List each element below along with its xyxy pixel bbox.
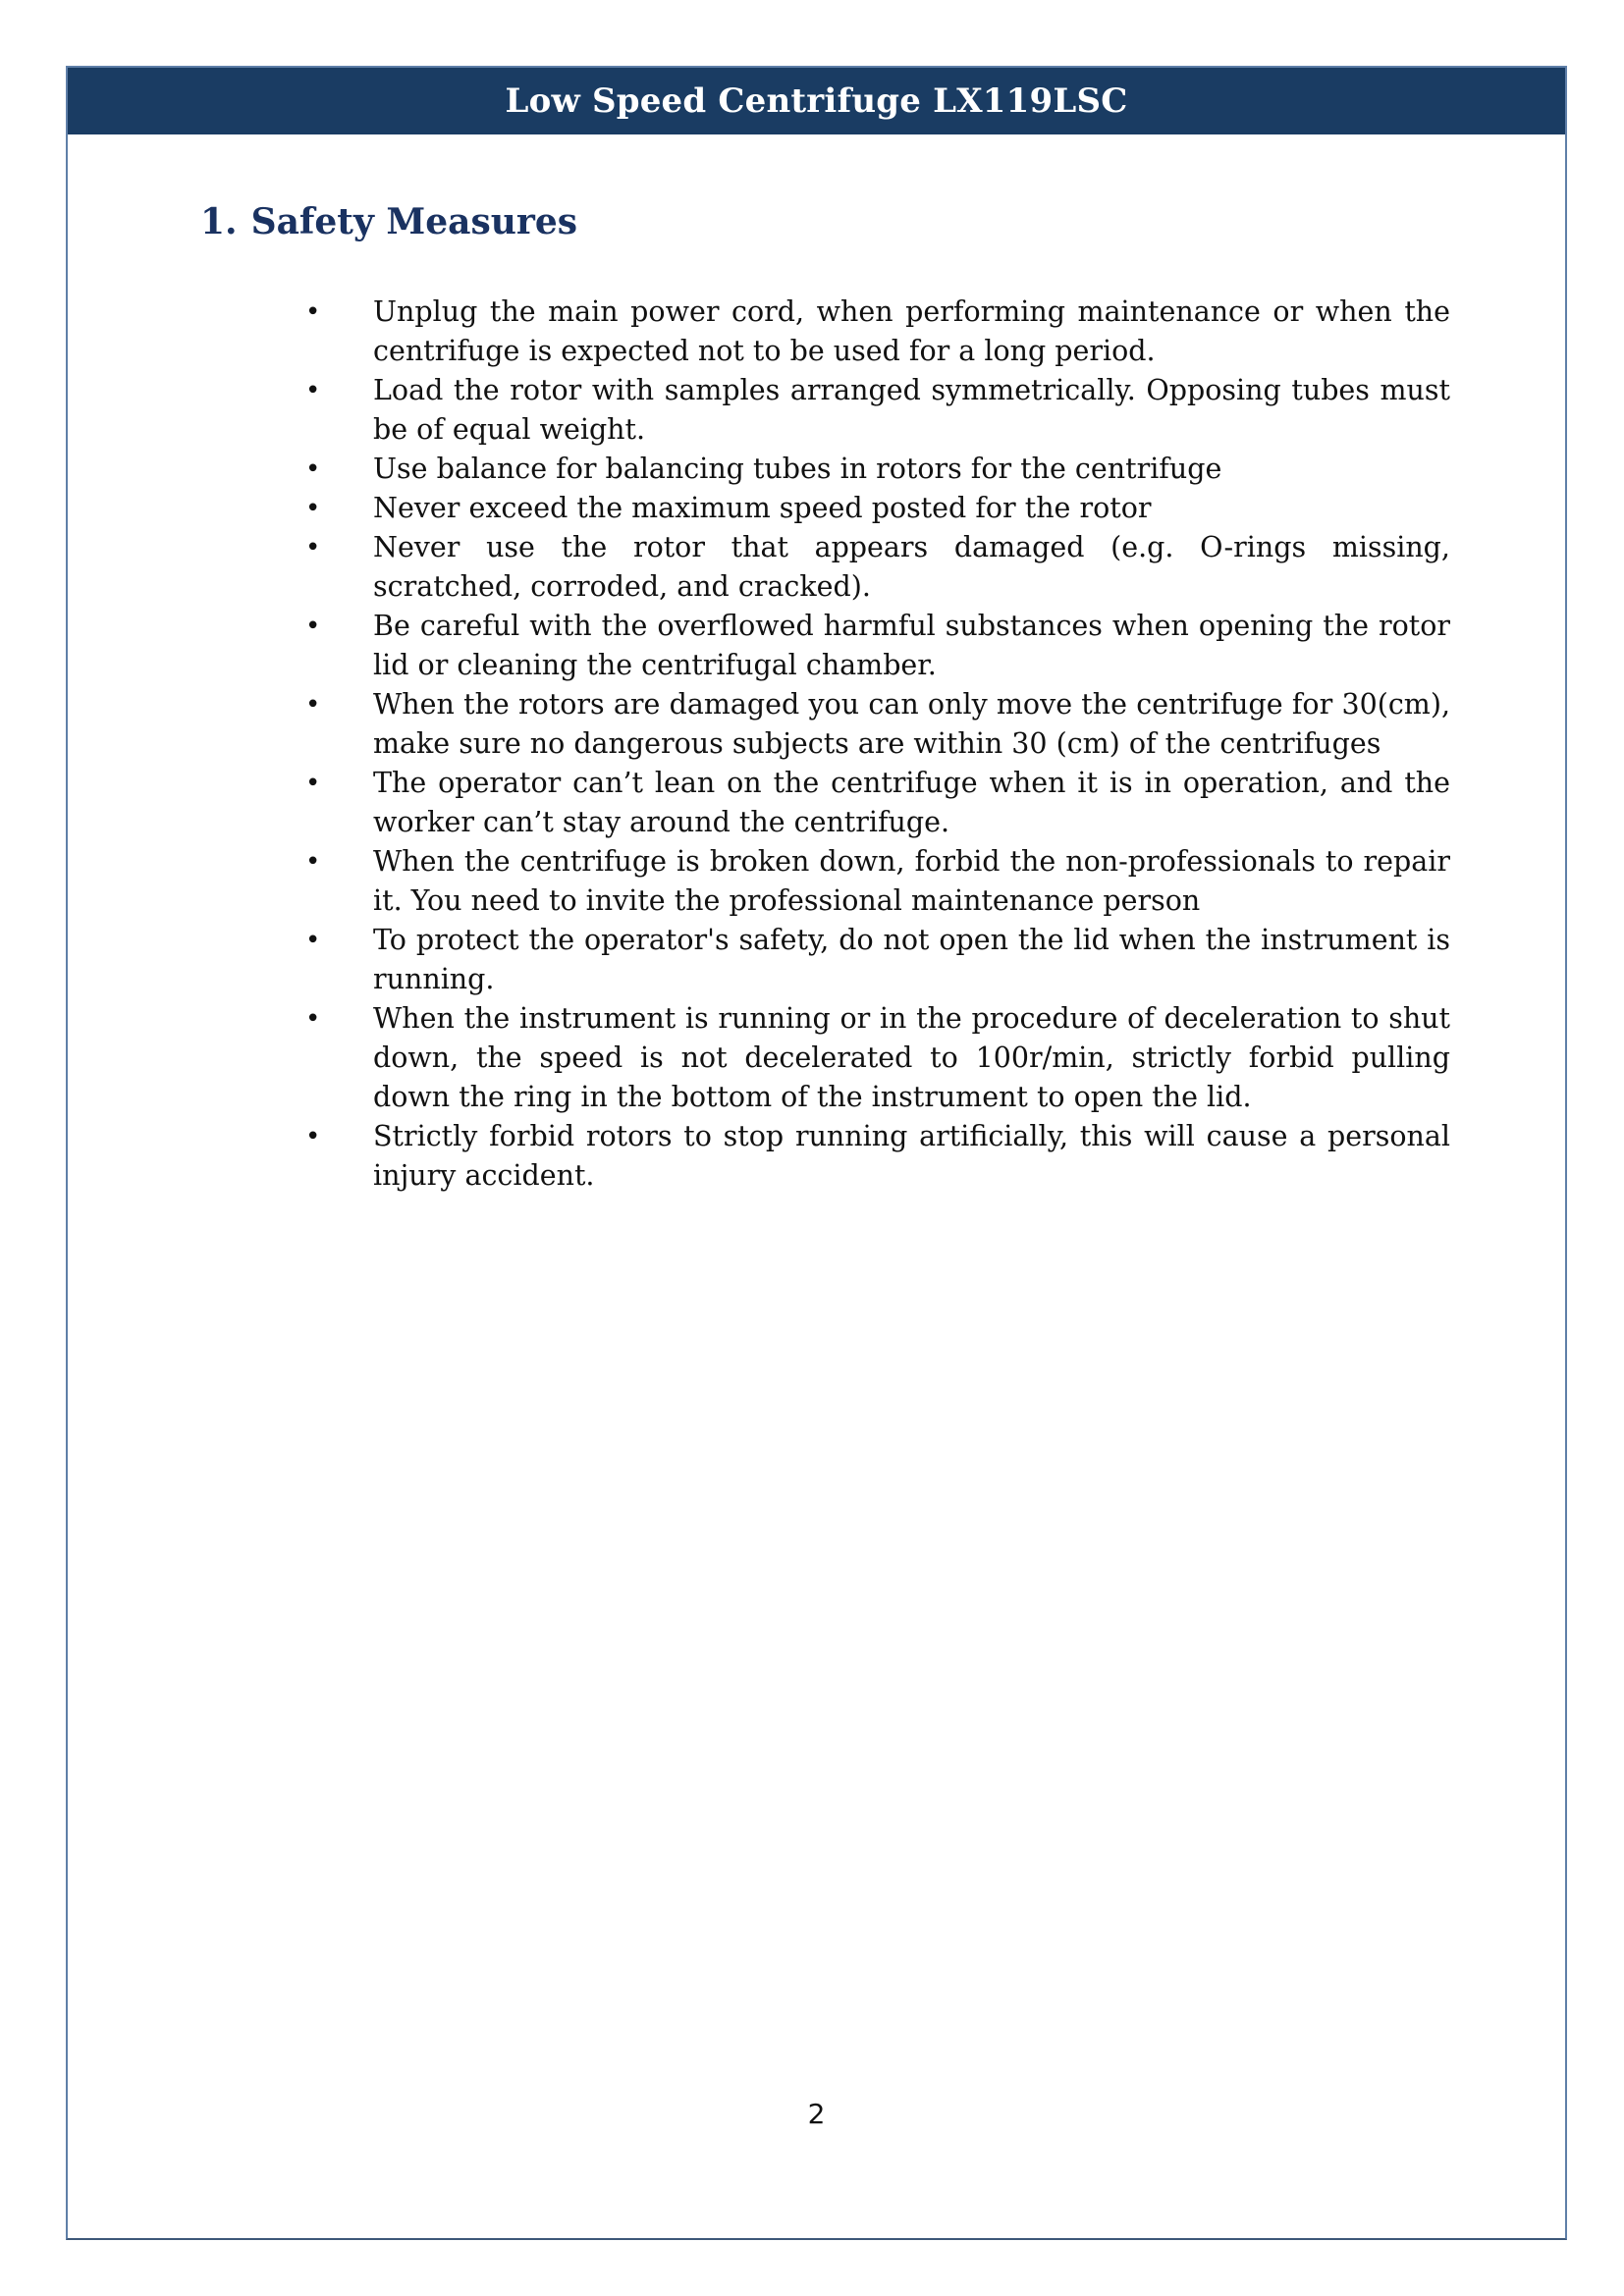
list-item — [305, 293, 1450, 371]
list-item-text: Use balance for balancing tubes in rotors for the centrifuge — [373, 453, 1222, 485]
section-title: Safety Measures — [250, 201, 578, 242]
page-number: 2 — [807, 2098, 826, 2130]
list-item — [305, 999, 1450, 1117]
list-item — [305, 921, 1450, 999]
section-heading — [200, 201, 577, 242]
list-item-text: The operator can’t lean on the centrifuge when it is in operation, and the worker can’t stay around the centrifuge. — [373, 767, 1450, 838]
list-item-text: Never use the rotor that appears damaged (e.g. O-rings missing, scratched, corroded, and cracked). — [373, 531, 1450, 603]
list-item-text: When the rotors are damaged you can only move the centrifuge for 30(cm), make sure no dangerous subjects are within 30 (cm) of the centrifuges — [373, 688, 1450, 760]
list-item-text: Strictly forbid rotors to stop running artificially, this will cause a personal injury accident. — [373, 1120, 1450, 1192]
list-item-text: Load the rotor with samples arranged symmetrically. Opposing tubes must be of equal weight. — [373, 374, 1450, 446]
bullet-icon: • — [305, 612, 321, 641]
list-item — [305, 450, 1450, 489]
bullet-icon: • — [305, 690, 321, 720]
list-item-text: When the centrifuge is broken down, forbid the non-professionals to repair it. You need to invite the professional maintenance person — [373, 845, 1450, 917]
document-title: Low Speed Centrifuge LX119LSC — [505, 81, 1128, 121]
safety-measures-list — [305, 293, 1450, 1196]
bullet-icon: • — [305, 1004, 321, 1034]
list-item — [305, 371, 1450, 450]
list-item — [305, 764, 1450, 842]
bullet-icon: • — [305, 454, 321, 484]
bullet-icon: • — [305, 769, 321, 798]
list-item — [305, 528, 1450, 607]
section-number: 1. — [200, 201, 238, 242]
list-item-text: To protect the operator's safety, do not open the lid when the instrument is running. — [373, 924, 1450, 995]
list-item-text: When the instrument is running or in the procedure of deceleration to shut down, the speed is not decelerated to 100r/min, strictly forbid pulling down the ring in the bottom of the instrument to open the lid. — [373, 1002, 1450, 1113]
bullet-icon: • — [305, 533, 321, 562]
list-item — [305, 842, 1450, 921]
bullet-icon: • — [305, 1122, 321, 1151]
list-item — [305, 685, 1450, 764]
list-item — [305, 489, 1450, 528]
bullet-icon: • — [305, 847, 321, 877]
list-item — [305, 1117, 1450, 1196]
list-item-text: Be careful with the overflowed harmful substances when opening the rotor lid or cleaning the centrifugal chamber. — [373, 610, 1450, 681]
bullet-icon: • — [305, 494, 321, 523]
bullet-icon: • — [305, 297, 321, 327]
header-bar — [68, 68, 1565, 134]
list-item-text: Never exceed the maximum speed posted for the rotor — [373, 492, 1152, 524]
page-frame — [66, 66, 1567, 2240]
list-item-text: Unplug the main power cord, when performing maintenance or when the centrifuge is expected not to be used for a long period. — [373, 295, 1450, 367]
list-item — [305, 607, 1450, 685]
bullet-icon: • — [305, 926, 321, 955]
bullet-icon: • — [305, 376, 321, 405]
